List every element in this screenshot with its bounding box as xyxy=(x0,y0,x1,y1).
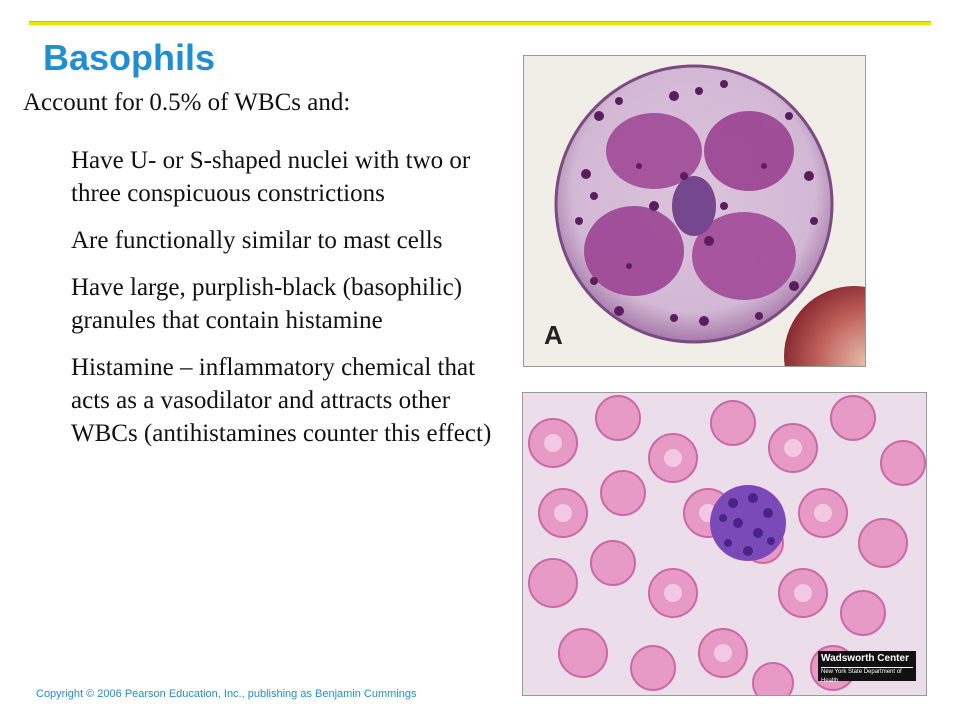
basophil-closeup-image xyxy=(524,56,865,366)
blood-smear-image xyxy=(523,393,926,695)
blood-smear-micrograph-b xyxy=(522,392,927,696)
slide-title: Basophils xyxy=(43,37,216,78)
credit-name: Wadsworth Center xyxy=(821,653,909,664)
bullet-item: Are functionally similar to mast cells xyxy=(71,227,443,254)
bullet-list xyxy=(71,144,511,464)
top-rule xyxy=(29,21,931,25)
bullet-item: Have large, purplish-black (basophilic) granules that contain histamine xyxy=(71,274,463,334)
bullet-item: Have U- or S-shaped nuclei with two or three conspicuous constrictions xyxy=(71,147,471,207)
panel-letter: A xyxy=(544,320,563,350)
copyright-footer: Copyright © 2006 Pearson Education, Inc., publishing as Benjamin Cummings xyxy=(36,688,417,700)
image-credit xyxy=(818,651,916,684)
lead-text: Account for 0.5% of WBCs and: xyxy=(23,89,351,116)
credit-subtitle: New York State Department of Health xyxy=(821,667,913,686)
bullet-item: Histamine – inflammatory chemical that acts as a vasodilator and attracts other WBCs (antihistamines counter this effect) xyxy=(71,354,492,447)
basophil-micrograph-a xyxy=(523,55,866,367)
